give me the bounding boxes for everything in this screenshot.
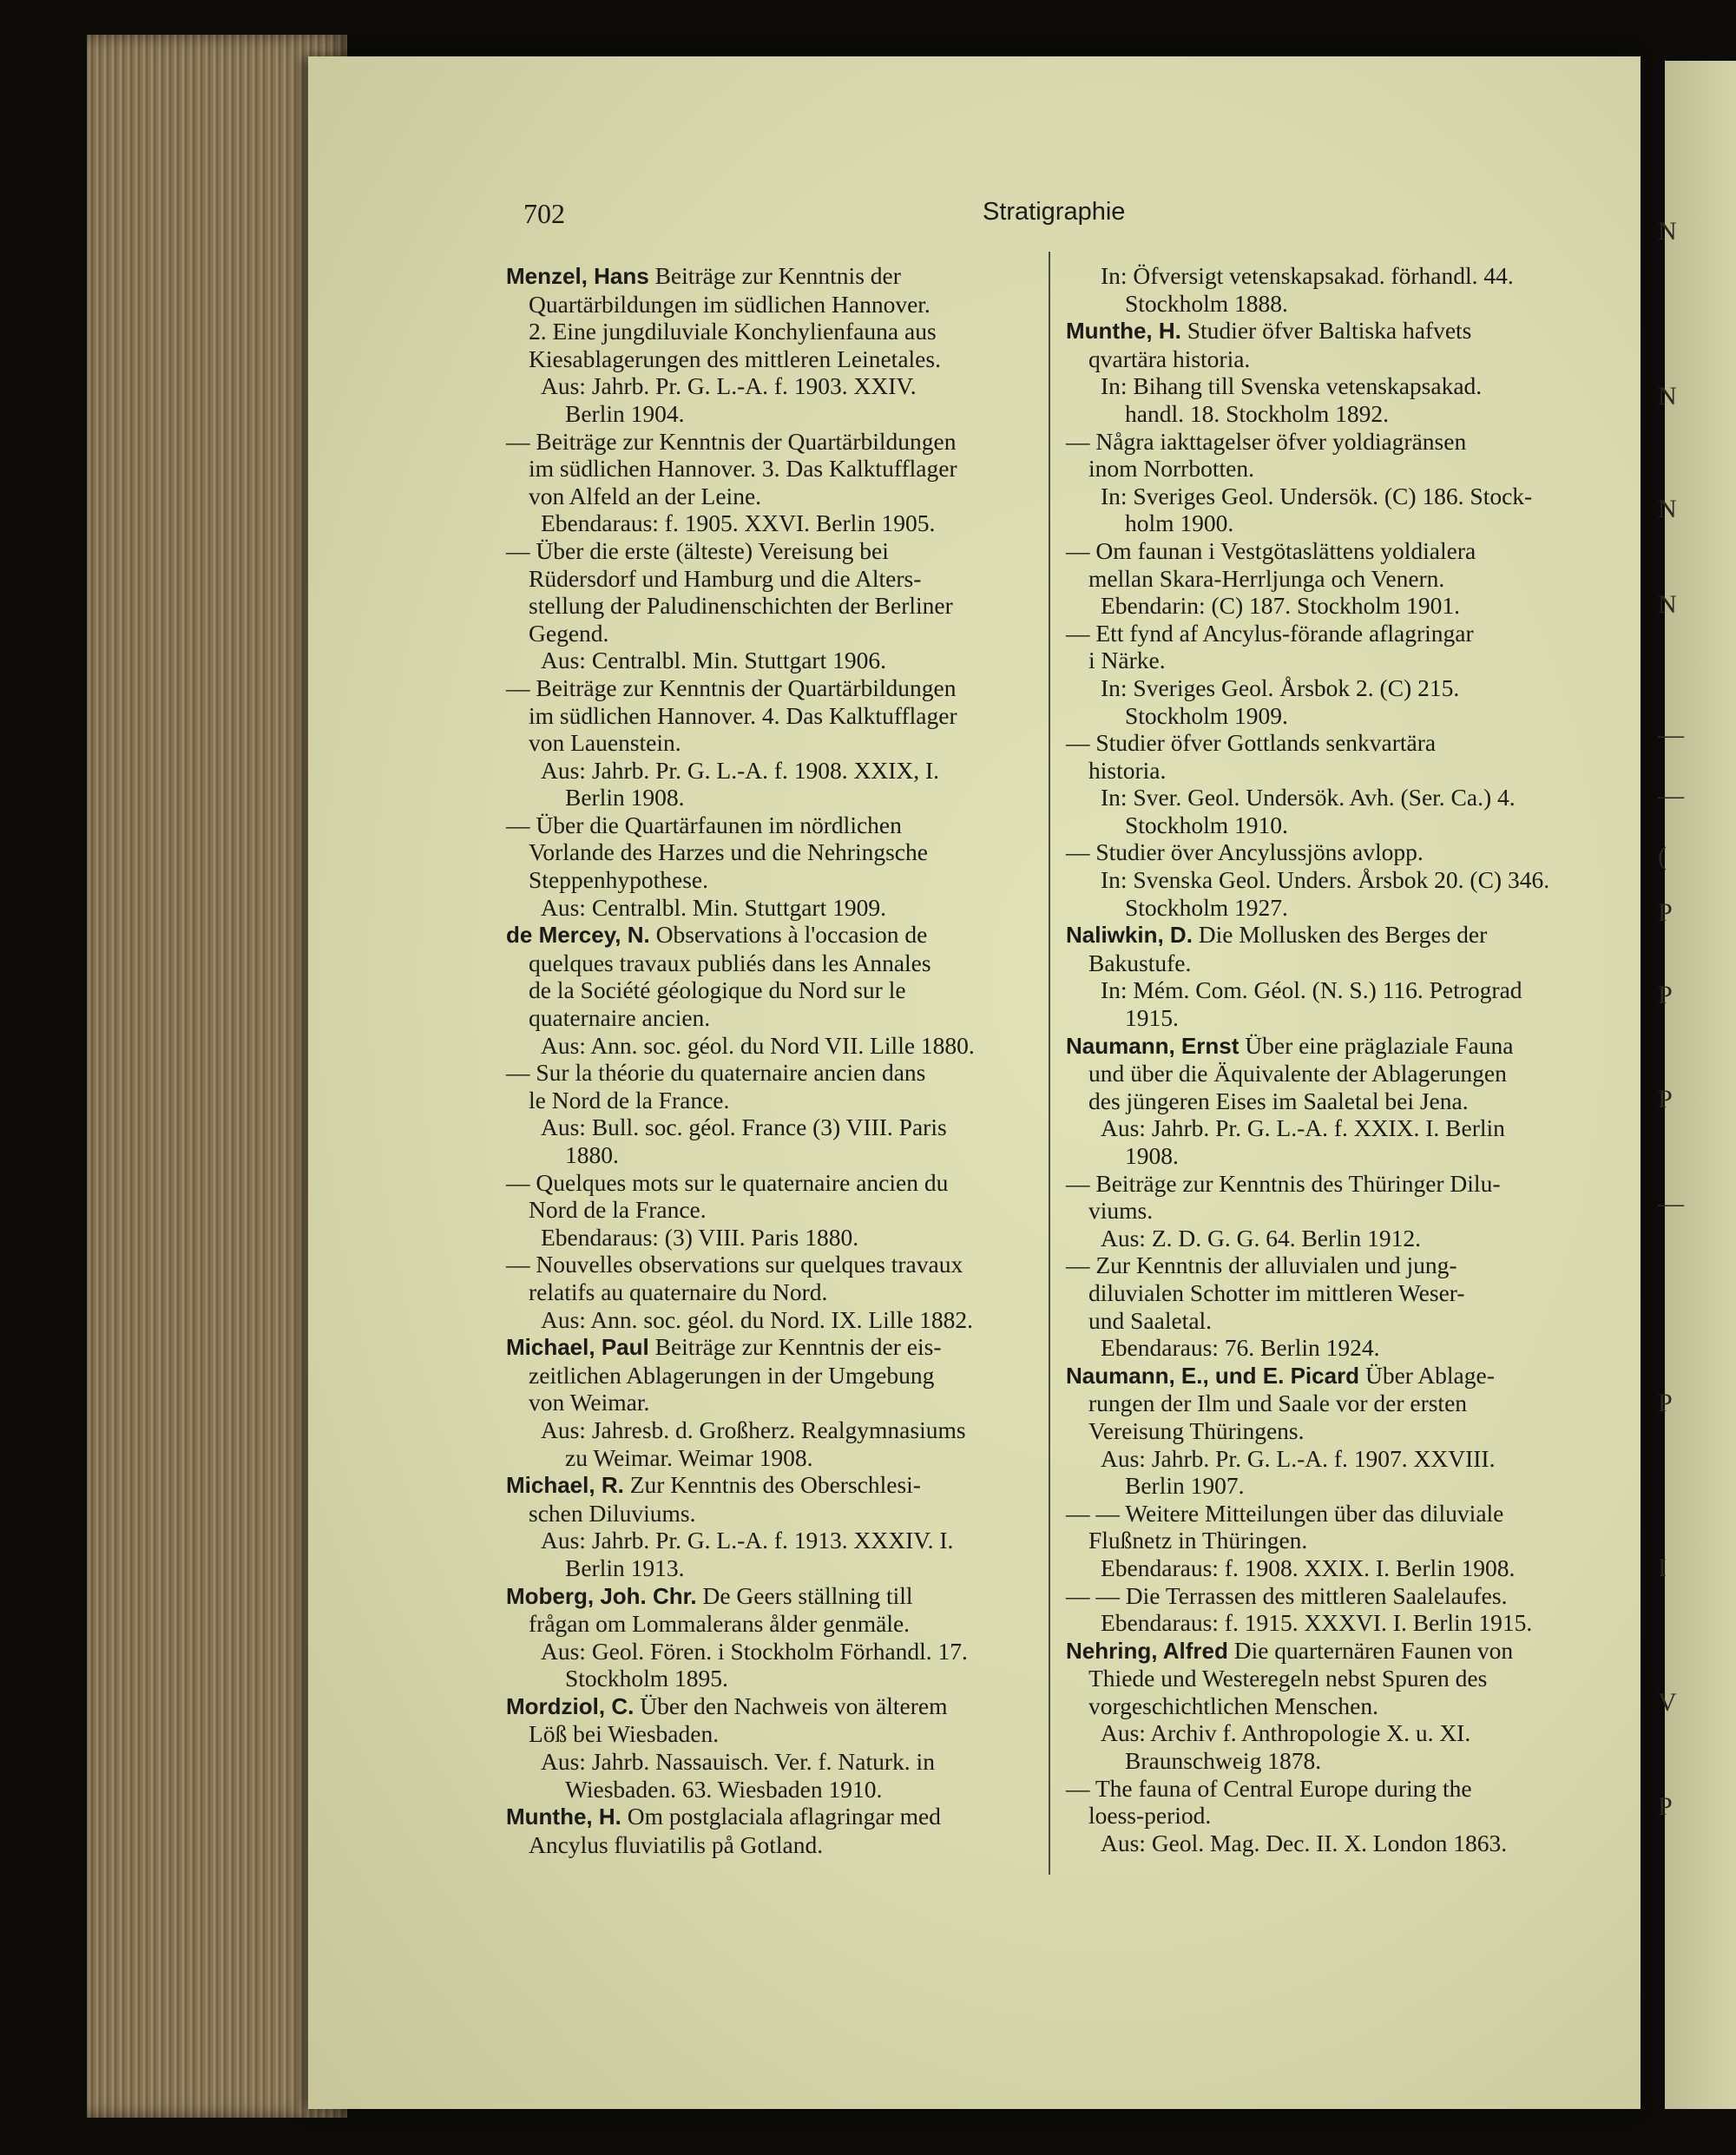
author-name: Munthe, H. bbox=[506, 1803, 621, 1830]
entry-title-text: — Sur la théorie du quaternaire ancien dans bbox=[506, 1059, 926, 1087]
entry-continuation-line: im südlichen Hannover. 4. Das Kalktufflager bbox=[529, 701, 957, 729]
bibliography-entry bbox=[506, 1169, 1027, 1252]
entry-continuation-line: von Weimar. bbox=[529, 1389, 650, 1416]
entry-source-line: Aus: Geol. Mag. Dec. II. X. London 1863. bbox=[1101, 1829, 1508, 1856]
entry-source-line: Aus: Jahrb. Pr. G. L.-A. f. 1903. XXIV. bbox=[541, 372, 917, 400]
entry-source-line: Aus: Jahrb. Pr. G. L.-A. f. 1907. XXVIII. bbox=[1101, 1444, 1496, 1472]
entry-continuation-line: von Lauenstein. bbox=[529, 729, 681, 757]
entry-title-text: — The fauna of Central Europe during the bbox=[1066, 1774, 1472, 1802]
bibliography-entry bbox=[506, 1803, 1027, 1858]
entry-title-text: — — Weitere Mitteilungen über das diluviale bbox=[1066, 1499, 1504, 1527]
entry-continuation-line: Steppenhypothese. bbox=[529, 866, 708, 894]
entry-source-line: Stockholm 1927. bbox=[1125, 893, 1288, 921]
author-name: Naumann, Ernst bbox=[1066, 1032, 1240, 1059]
entry-source-line: Aus: Ann. soc. géol. du Nord VII. Lille 1880. bbox=[541, 1031, 975, 1059]
bibliography-entry bbox=[1066, 1775, 1575, 1857]
entry-source-line: Ebendaraus: 76. Berlin 1924. bbox=[1101, 1334, 1380, 1362]
bibliography-entry bbox=[506, 811, 1027, 921]
bibliography-entry bbox=[1066, 262, 1575, 317]
entry-continuation-line: Rüdersdorf und Hamburg und die Alters- bbox=[529, 564, 922, 592]
facing-page-letter: P bbox=[1658, 981, 1673, 1009]
entry-title-text: — Studier över Ancylussjöns avlopp. bbox=[1066, 838, 1424, 866]
running-title: Stratigraphie bbox=[983, 198, 1126, 226]
facing-page-letter: N bbox=[1658, 382, 1677, 411]
entry-title-text: Om postglaciala aflagringar med bbox=[621, 1803, 941, 1830]
entry-continuation-line: 2. Eine jungdiluviale Konchylienfauna aus bbox=[529, 318, 937, 345]
facing-page-letter: P bbox=[1658, 898, 1673, 927]
entry-continuation-line: Ancylus fluviatilis på Gotland. bbox=[529, 1830, 824, 1858]
bibliography-entry bbox=[1066, 1500, 1575, 1582]
entry-source-line: Aus: Bull. soc. géol. France (3) VIII. Paris bbox=[541, 1114, 947, 1141]
entry-title-text: — Studier öfver Gottlands senkvartära bbox=[1066, 729, 1437, 757]
bibliography-entry bbox=[506, 1251, 1027, 1333]
bibliography-entry bbox=[1066, 1032, 1575, 1170]
entry-continuation-line: Löß bei Wiesbaden. bbox=[529, 1720, 720, 1748]
entry-continuation-line: Vorlande des Harzes und die Nehringsche bbox=[529, 838, 928, 866]
entry-continuation-line: Kiesablagerungen des mittleren Leinetales. bbox=[529, 345, 941, 372]
author-name: Menzel, Hans bbox=[506, 263, 649, 289]
facing-page-strip bbox=[1658, 61, 1736, 2109]
entry-source-line: In: Svenska Geol. Unders. Årsbok 20. (C) 346. bbox=[1101, 866, 1550, 894]
entry-continuation-line: frågan om Lommalerans ålder genmäle. bbox=[529, 1610, 911, 1638]
entry-source-line: Berlin 1904. bbox=[565, 399, 685, 427]
author-name: Naumann, E., und E. Picard bbox=[1066, 1362, 1360, 1389]
entry-source-line: In: Sver. Geol. Undersök. Avh. (Ser. Ca.) 4. bbox=[1101, 784, 1516, 811]
author-name: Moberg, Joh. Chr. bbox=[506, 1582, 697, 1609]
entry-continuation-line: von Alfeld an der Leine. bbox=[529, 482, 762, 509]
author-name: Munthe, H. bbox=[1066, 318, 1181, 345]
entry-title-text: — Über die Quartärfaunen im nördlichen bbox=[506, 811, 902, 838]
bibliography-entry bbox=[1066, 317, 1575, 427]
entry-source-line: Aus: Centralbl. Min. Stuttgart 1906. bbox=[541, 647, 886, 674]
entry-source-line: In: Bihang till Svenska vetenskapsakad. bbox=[1101, 372, 1483, 400]
bibliography-entry bbox=[1066, 1362, 1575, 1500]
entry-source-line: Aus: Ann. soc. géol. du Nord. IX. Lille 1882. bbox=[541, 1305, 974, 1333]
entry-continuation-line: relatifs au quaternaire du Nord. bbox=[529, 1278, 828, 1305]
author-name: Mordziol, C. bbox=[506, 1692, 635, 1719]
bibliography-entry bbox=[506, 262, 1027, 428]
facing-page-letter: — bbox=[1658, 781, 1684, 810]
bibliography-entry bbox=[1066, 1637, 1575, 1775]
entry-source-line: Berlin 1907. bbox=[1125, 1472, 1245, 1500]
entry-continuation-line: zeitlichen Ablagerungen in der Umgebung bbox=[529, 1361, 935, 1389]
entry-source-line: Ebendaraus: f. 1905. XXVI. Berlin 1905. bbox=[541, 509, 936, 537]
entry-continuation-line: Gegend. bbox=[529, 619, 609, 647]
entry-source-line: Braunschweig 1878. bbox=[1125, 1747, 1322, 1775]
entry-source-line: 1880. bbox=[565, 1141, 619, 1168]
entry-title-text: Über den Nachweis von älterem bbox=[634, 1692, 948, 1719]
entry-continuation-line: schen Diluviums. bbox=[529, 1499, 696, 1527]
entry-continuation-line: mellan Skara-Herrljunga och Venern. bbox=[1088, 564, 1445, 592]
entry-source-line: Wiesbaden. 63. Wiesbaden 1910. bbox=[565, 1775, 883, 1803]
entry-title-text: Die quarternären Faunen von bbox=[1227, 1636, 1514, 1664]
entry-continuation-line: Quartärbildungen im südlichen Hannover. bbox=[529, 290, 930, 318]
entry-continuation-line: des jüngeren Eises im Saaletal bei Jena. bbox=[1088, 1087, 1469, 1114]
entry-title-text: De Geers ställning till bbox=[696, 1581, 913, 1609]
facing-page-letter: N bbox=[1658, 590, 1677, 619]
author-name: Michael, R. bbox=[506, 1472, 624, 1499]
bibliography-entry bbox=[1066, 537, 1575, 620]
entry-continuation-line: stellung der Paludinenschichten der Berliner bbox=[529, 592, 953, 620]
entry-source-line: Aus: Centralbl. Min. Stuttgart 1909. bbox=[541, 893, 886, 921]
facing-page-letter: P bbox=[1658, 1792, 1673, 1821]
bibliography-entry bbox=[506, 921, 1027, 1059]
entry-title-text: — Quelques mots sur le quaternaire ancien du bbox=[506, 1168, 949, 1196]
entry-continuation-line: inom Norrbotten. bbox=[1088, 455, 1254, 483]
entry-title-text: Studier öfver Baltiska hafvets bbox=[1180, 317, 1472, 345]
bibliography-entry bbox=[1066, 921, 1575, 1031]
entry-continuation-line: rungen der Ilm und Saale vor der ersten bbox=[1088, 1390, 1468, 1417]
facing-page-letter: N bbox=[1658, 495, 1677, 523]
entry-source-line: Aus: Jahrb. Nassauisch. Ver. f. Naturk. in bbox=[541, 1748, 935, 1776]
bibliography-entry bbox=[506, 674, 1027, 811]
entry-title-text: Über eine präglaziale Fauna bbox=[1239, 1031, 1514, 1059]
facing-page-letter: — bbox=[1658, 720, 1684, 749]
entry-source-line: Berlin 1908. bbox=[565, 784, 685, 811]
entry-source-line: In: Sveriges Geol. Undersök. (C) 186. Stock- bbox=[1101, 482, 1533, 509]
page-number: 702 bbox=[523, 198, 565, 229]
entry-source-line: Ebendaraus: (3) VIII. Paris 1880. bbox=[541, 1223, 859, 1251]
entry-title-text: — Beiträge zur Kenntnis der Quartärbildungen bbox=[506, 673, 957, 701]
entry-continuation-line: im südlichen Hannover. 3. Das Kalktufflager bbox=[529, 455, 957, 483]
entry-source-line: Stockholm 1888. bbox=[1125, 289, 1288, 317]
entry-continuation-line: und über die Äquivalente der Ablagerungen bbox=[1088, 1060, 1507, 1087]
entry-source-line: 1908. bbox=[1125, 1142, 1179, 1169]
entry-title-text: Über Ablage- bbox=[1359, 1361, 1495, 1389]
facing-page-letter: P bbox=[1658, 1389, 1673, 1417]
bibliography-entry bbox=[1066, 838, 1575, 921]
entry-title-text: — Några iakttagelser öfver yoldiagränsen bbox=[1066, 427, 1467, 455]
entry-continuation-line: le Nord de la France. bbox=[529, 1086, 730, 1114]
bibliography-entry bbox=[506, 1692, 1027, 1803]
bibliography-entry bbox=[1066, 428, 1575, 537]
entry-title-text: Beiträge zur Kenntnis der eis- bbox=[648, 1333, 942, 1361]
bibliography-entry bbox=[506, 428, 1027, 537]
entry-source-line: Stockholm 1910. bbox=[1125, 811, 1288, 838]
bibliography-entry bbox=[1066, 1582, 1575, 1637]
entry-continuation-line: loess-period. bbox=[1088, 1802, 1212, 1830]
facing-page-letter: — bbox=[1658, 1189, 1684, 1218]
facing-page-letter: N bbox=[1658, 217, 1677, 246]
entry-title-text: — Om faunan i Vestgötaslättens yoldialera bbox=[1066, 536, 1476, 564]
entry-continuation-line: Bakustufe. bbox=[1088, 949, 1192, 976]
entry-title-text: Zur Kenntnis des Oberschlesi- bbox=[623, 1471, 921, 1499]
entry-title-text: — — Die Terrassen des mittleren Saalelaufes. bbox=[1066, 1581, 1508, 1609]
entry-title-text: — Ett fynd af Ancylus-förande aflagringar bbox=[1066, 619, 1474, 647]
entry-title-text: — Über die erste (älteste) Vereisung bei bbox=[506, 536, 889, 564]
entry-continuation-line: Nord de la France. bbox=[529, 1196, 707, 1224]
entry-source-line: Ebendarin: (C) 187. Stockholm 1901. bbox=[1101, 592, 1460, 620]
bibliography-entry bbox=[1066, 1170, 1575, 1252]
entry-title-text: — Beiträge zur Kenntnis der Quartärbildungen bbox=[506, 427, 957, 455]
entry-source-line: In: Öfversigt vetenskapsakad. förhandl. 44. bbox=[1101, 262, 1514, 289]
bibliography-entry bbox=[506, 1471, 1027, 1581]
entry-continuation-line: i Närke. bbox=[1088, 647, 1166, 674]
entry-source-line: 1915. bbox=[1125, 1004, 1179, 1032]
author-name: Michael, Paul bbox=[506, 1334, 649, 1361]
entry-continuation-line: historia. bbox=[1088, 756, 1167, 784]
entry-source-line: handl. 18. Stockholm 1892. bbox=[1125, 399, 1390, 427]
entry-continuation-line: viums. bbox=[1088, 1197, 1154, 1225]
entry-source-line: In: Mém. Com. Géol. (N. S.) 116. Petrograd bbox=[1101, 976, 1522, 1004]
entry-source-line: zu Weimar. Weimar 1908. bbox=[565, 1443, 813, 1471]
entry-continuation-line: quaternaire ancien. bbox=[529, 1004, 711, 1032]
entry-title-text: — Nouvelles observations sur quelques travaux bbox=[506, 1251, 963, 1278]
facing-page-letter: P bbox=[1658, 1085, 1673, 1114]
bibliography-entry bbox=[506, 1333, 1027, 1471]
entry-source-line: Aus: Z. D. G. G. 64. Berlin 1912. bbox=[1101, 1224, 1421, 1252]
entry-source-line: Aus: Jahrb. Pr. G. L.-A. f. 1908. XXIX, I. bbox=[541, 756, 940, 784]
column-divider bbox=[1049, 252, 1050, 1875]
entry-source-line: Aus: Jahrb. Pr. G. L.-A. f. 1913. XXXIV. I. bbox=[541, 1527, 954, 1554]
entry-source-line: holm 1900. bbox=[1125, 509, 1234, 537]
entry-title-text: Observations à l'occasion de bbox=[649, 921, 928, 949]
facing-page-letter: V bbox=[1658, 1688, 1677, 1717]
left-column bbox=[506, 262, 1027, 1858]
entry-continuation-line: Thiede und Westeregeln nebst Spuren des bbox=[1088, 1665, 1488, 1692]
entry-continuation-line: qvartära historia. bbox=[1088, 345, 1251, 372]
entry-continuation-line: Vereisung Thüringens. bbox=[1088, 1416, 1305, 1444]
entry-source-line: In: Sveriges Geol. Årsbok 2. (C) 215. bbox=[1101, 673, 1460, 701]
entry-continuation-line: quelques travaux publiés dans les Annales bbox=[529, 949, 931, 976]
entry-source-line: Aus: Jahresb. d. Großherz. Realgymnasiums bbox=[541, 1416, 966, 1443]
right-column bbox=[1066, 262, 1575, 1856]
entry-source-line: Stockholm 1909. bbox=[1125, 701, 1288, 729]
entry-source-line: Stockholm 1895. bbox=[565, 1665, 728, 1692]
entry-title-text: Die Mollusken des Berges der bbox=[1192, 921, 1488, 949]
bibliography-entry bbox=[506, 1582, 1027, 1692]
entry-source-line: Ebendaraus: f. 1915. XXXVI. I. Berlin 1915. bbox=[1101, 1609, 1533, 1637]
entry-continuation-line: de la Société géologique du Nord sur le bbox=[529, 976, 906, 1004]
facing-page-letter: I bbox=[1658, 1554, 1667, 1582]
entry-title-text: — Beiträge zur Kenntnis des Thüringer Dilu- bbox=[1066, 1169, 1501, 1197]
entry-continuation-line: vorgeschichtlichen Menschen. bbox=[1088, 1692, 1378, 1719]
facing-page-letter: ( bbox=[1658, 842, 1667, 871]
entry-source-line: Aus: Geol. Fören. i Stockholm Förhandl. 17. bbox=[541, 1637, 968, 1665]
entry-title-text: — Zur Kenntnis der alluvialen und jung- bbox=[1066, 1252, 1457, 1279]
bibliography-entry bbox=[506, 1059, 1027, 1168]
entry-continuation-line: Flußnetz in Thüringen. bbox=[1088, 1527, 1308, 1554]
bibliography-entry bbox=[506, 537, 1027, 674]
entry-source-line: Berlin 1913. bbox=[565, 1554, 685, 1581]
author-name: Naliwkin, D. bbox=[1066, 922, 1193, 949]
entry-source-line: Ebendaraus: f. 1908. XXIX. I. Berlin 1908. bbox=[1101, 1554, 1516, 1581]
bibliography-entry bbox=[1066, 620, 1575, 729]
author-name: Nehring, Alfred bbox=[1066, 1637, 1228, 1664]
entry-continuation-line: und Saaletal. bbox=[1088, 1306, 1213, 1334]
author-name: de Mercey, N. bbox=[506, 922, 650, 949]
entry-title-text: Beiträge zur Kenntnis der bbox=[648, 262, 901, 289]
bibliography-entry bbox=[1066, 1252, 1575, 1361]
bibliography-entry bbox=[1066, 729, 1575, 838]
entry-source-line: Aus: Archiv f. Anthropologie X. u. XI. bbox=[1101, 1719, 1471, 1747]
entry-source-line: Aus: Jahrb. Pr. G. L.-A. f. XXIX. I. Berlin bbox=[1101, 1114, 1505, 1142]
entry-continuation-line: diluvialen Schotter im mittleren Weser- bbox=[1088, 1278, 1465, 1306]
